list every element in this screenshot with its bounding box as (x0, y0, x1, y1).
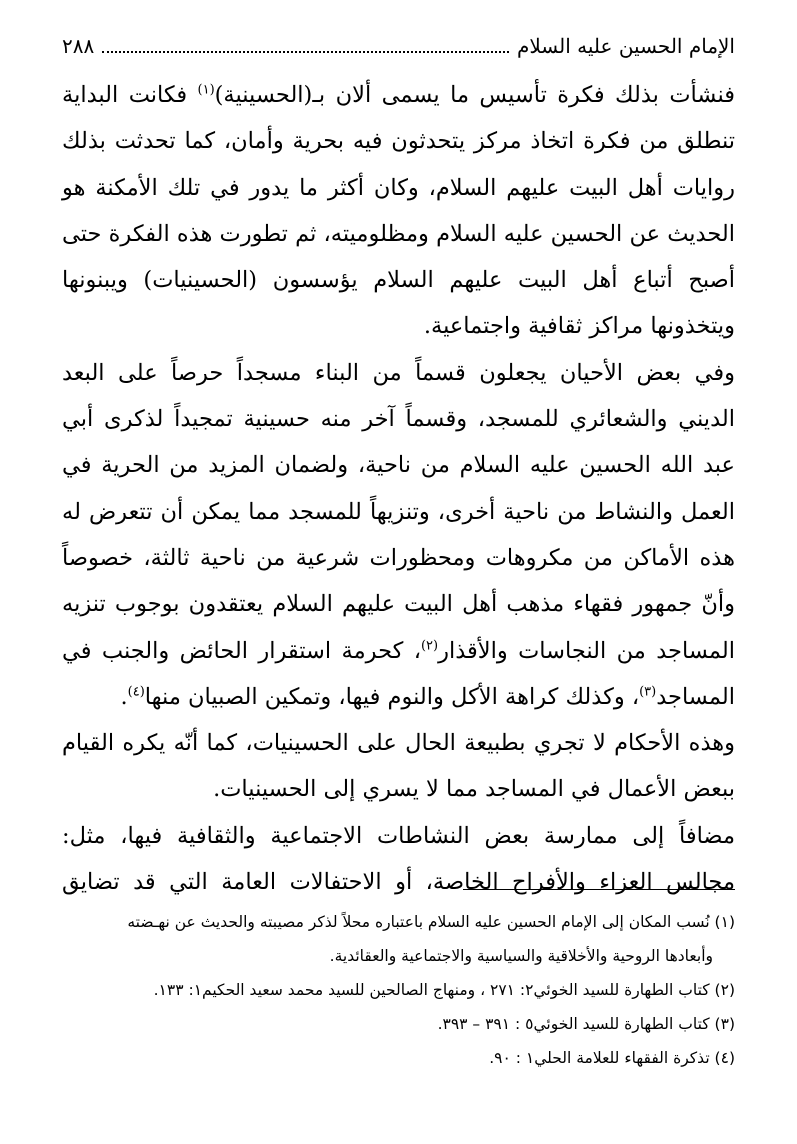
paragraph-4-text: مضافاً إلى ممارسة بعض النشاطات الاجتماعية والثقافية فيها، مثل: مجالس العزاء والأفراح الخاصة، أو الاحتفالات العامة التي قد تضايق (62, 822, 735, 896)
footnote-3: (٣) كتاب الطهارة للسيد الخوئي٥ : ٣٩١ – ٣٩٣. (437, 1015, 735, 1033)
paragraph-2-text-c: ، وكذلك كراهة الأكل والنوم فيها، وتمكين الصبيان منها (144, 683, 640, 710)
footnote-ref-4[interactable]: (٤) (127, 684, 145, 700)
footnote-ref-1[interactable]: (١) (197, 82, 215, 98)
header-leader-dots (102, 50, 509, 53)
footnote-ref-2[interactable]: (٢) (420, 638, 439, 654)
header-title: الإمام الحسين عليه السلام (516, 34, 735, 58)
paragraph-1-text-b: فكانت البداية تنطلق من فكرة اتخاذ مركز يتحدثون فيه بحرية وأمان، كما تحدثت بذلك روايات أهل البيت عليهم السلام، وكان أكثر ما يدور في تلك الأمكنة هو الحديث عن الحسين عليه السلام ومظلوميته، ثم تطورت هذه الفكرة حتى أصبح أتباع أهل البيت عليهم السلام يؤسسون (الحسينيات) ويبنونها ويتخذونها مراكز ثقافية واجتماعية. (62, 82, 735, 340)
footnote-ref-3[interactable]: (٣) (639, 684, 657, 700)
paragraph-2-text-b: ، كحرمة استقرار الحائض والجنب في المساجد (62, 637, 735, 710)
running-header (62, 28, 735, 60)
paragraph-4 (62, 813, 735, 906)
paragraph-2-text-a: وفي بعض الأحيان يجعلون قسماً من البناء مسجداً حرصاً على البعد الديني والشعائري للمسجد، وقسماً آخر منه حسينية تمجيداً لذكرى أبي عبد الله الحسين عليه السلام من ناحية، ولضمان المزيد من الحرية في العمل والنشاط من ناحية أخرى، وتنزيهاً للمسجد مما يمكن أن تتعرض له هذه الأماكن من مكروهات ومحظورات شرعية من ناحية ثالثة، خصوصاً وأنّ جمهور فقهاء مذهب أهل البيت عليهم السلام يعتقدون بوجوب تنزيه المساجد من النجاسات والأقذار (62, 359, 736, 664)
footnote-2: (٢) كتاب الطهارة للسيد الخوئي٢: ٢٧١ ، ومنهاج الصالحين للسيد محمد سعيد الحكيم١: ١٣٣. (153, 981, 735, 999)
footnote-separator (463, 889, 735, 890)
paragraph-3-text: وهذه الأحكام لا تجري بطبيعة الحال على الحسينيات، كما أنّه يكره القيام ببعض الأعمال في المساجد مما لا يسري إلى الحسينيات. (62, 730, 735, 803)
paragraph-2-text-d: . (120, 683, 128, 710)
paragraph-2 (62, 350, 735, 720)
footnote-1: (١) نُسب المكان إلى الإمام الحسين عليه السلام باعتباره محلاً لذكر مصيبته والحديث عن نهـضته (127, 913, 735, 931)
footnote-1-continuation: وأبعادها الروحية والأخلاقية والسياسية والاجتماعية والعقائدية. (329, 947, 713, 965)
paragraph-1 (62, 72, 735, 350)
footnote-4: (٤) تذكرة الفقهاء للعلامة الحلي١ : ٩٠. (489, 1049, 735, 1067)
paragraph-1-text-a: فنشأت بذلك فكرة تأسيس ما يسمى ألان بـ(الحسينية) (214, 82, 736, 108)
footnotes (62, 905, 735, 1075)
main-text (62, 72, 735, 905)
paragraph-3 (62, 720, 735, 813)
page-number: ٢٨٨ (62, 34, 95, 58)
